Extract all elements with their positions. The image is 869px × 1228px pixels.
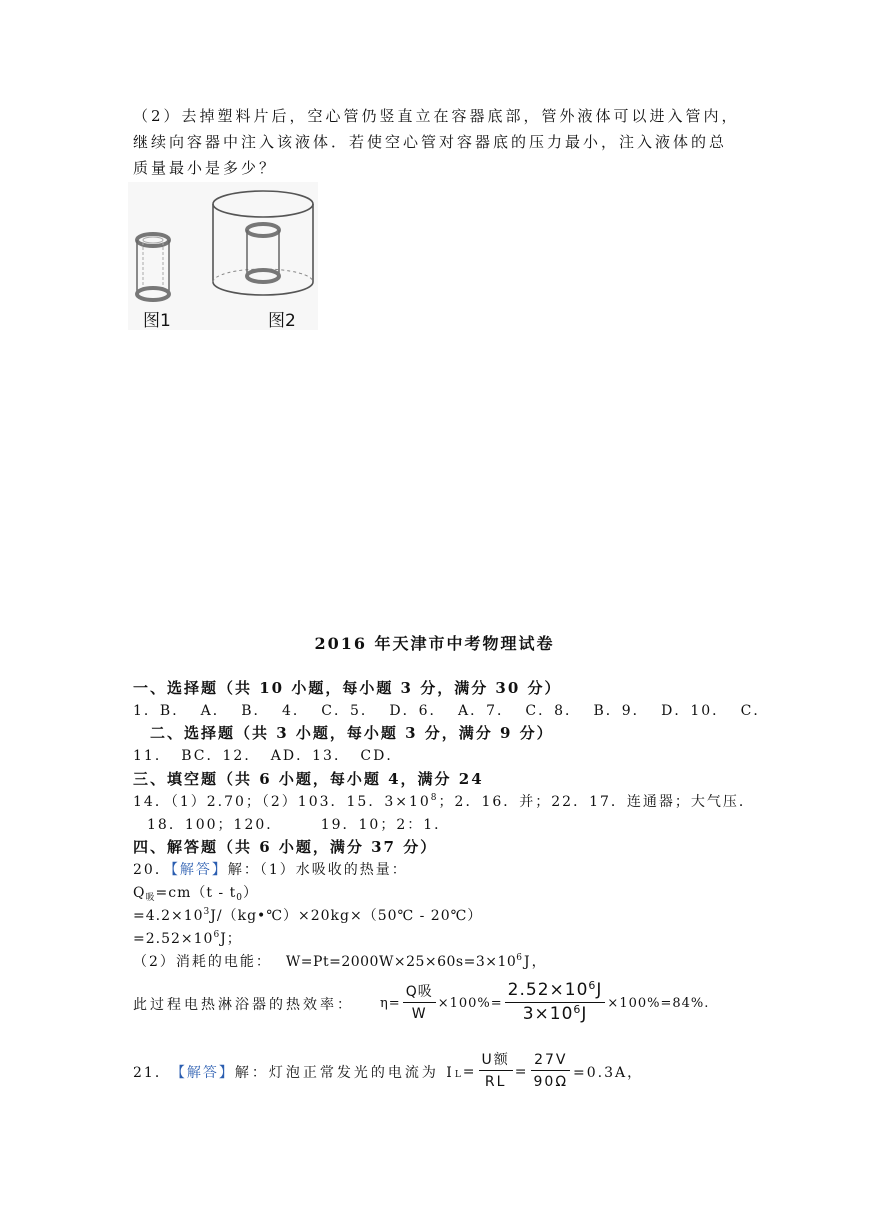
figure-2-container-image: [208, 186, 318, 304]
page-title: 2016 年天津市中考物理试卷: [314, 634, 555, 653]
fraction-u-over-r: [479, 1050, 513, 1093]
answer-20-formula-1: [133, 882, 258, 902]
p2-c: J，: [524, 954, 548, 970]
f2-a: =4.2×10: [133, 908, 204, 924]
section-3-heading: 三、填空题（共 6 小题，每小题 4，满分 24: [133, 770, 484, 788]
a21-frac2-num: 27V: [531, 1050, 570, 1071]
answer-21-eq2: =: [514, 1063, 529, 1080]
f2-exp: 3: [203, 907, 211, 917]
answer-20-formula-3: [133, 928, 242, 948]
frac1-den: W: [411, 1006, 427, 1022]
answer-21-tag: 【解答】: [170, 1064, 235, 1081]
end: ×100%=84%.: [607, 996, 710, 1011]
frac1-num: Q吸: [403, 982, 436, 1003]
s3-ans-exponent: 8: [430, 793, 439, 803]
frac2-den-b: J: [581, 1004, 588, 1024]
frac2-den-a: 3×10: [522, 1004, 574, 1024]
section-2-heading: 二、选择题（共 3 小题，每小题 3 分，满分 9 分）: [150, 724, 554, 742]
f3-b: J；: [220, 931, 242, 947]
figure-1-label: 图1: [143, 311, 171, 331]
question-line-3: 质量最小是多少？: [133, 159, 278, 177]
answer-21-result: =0.3A，: [573, 1064, 644, 1081]
s3-ans-part-b: ；2．16．并；22．17．连通器；大气压．: [438, 794, 755, 810]
f3-a: =2.52×10: [133, 931, 214, 947]
a21-frac-num: U额: [479, 1050, 513, 1071]
frac2-num-b: J: [596, 980, 603, 1000]
answer-21-eq: =: [462, 1063, 477, 1080]
f3-exp: 6: [213, 930, 221, 940]
figure-1-tube-image: [128, 222, 178, 308]
answer-20-formula-2: [133, 905, 482, 925]
f1-rest: =cm（t - t: [155, 885, 237, 901]
p2-exp: 6: [516, 953, 525, 963]
section-3-answers-line-1: [133, 791, 755, 811]
section-2-answers: 11． BC．12． AD．13． CD．: [133, 748, 403, 764]
section-1-heading: 一、选择题（共 10 小题，每小题 3 分，满分 30 分）: [133, 679, 562, 697]
answer-21: [133, 1050, 643, 1093]
f1-sub: 吸: [145, 893, 156, 903]
s3-ans-part-a: 14．（1）2.70；（2）103．15．3×10: [133, 794, 431, 810]
frac2-num-a: 2.52×10: [507, 980, 589, 1000]
fraction-q-over-w: [403, 982, 436, 1025]
f2-b: J/（kg•℃）×20kg×（50℃ - 20℃）: [210, 908, 483, 924]
figure-2-label: 图2: [268, 311, 296, 331]
p2-a: （2）消耗的电能：: [133, 954, 272, 970]
frac2-den: [520, 1003, 591, 1027]
answer-20-number: 20．: [133, 862, 171, 878]
frac2-num: [505, 980, 606, 1003]
answer-20-intro: [133, 859, 408, 879]
answer-20-efficiency: [133, 980, 709, 1027]
p2-b: W=Pt=2000W×25×60s=3×10: [285, 954, 517, 970]
a21-frac-den: RL: [484, 1074, 507, 1090]
answer-21-sub: L: [454, 1069, 463, 1080]
f1-sub0: 0: [236, 893, 243, 903]
answer-21-number: 21．: [133, 1064, 171, 1081]
f1-end: ）: [242, 885, 258, 901]
section-4-heading: 四、解答题（共 6 小题，满分 37 分）: [133, 838, 438, 856]
answer-20-intro-text: 解：（1）水吸收的热量：: [227, 862, 408, 878]
answer-21-text: 解：灯泡正常发光的电流为 I: [234, 1064, 455, 1081]
section-3-answers-line-2: 18．100；120． 19．10；2：1．: [147, 817, 451, 833]
eta: η=: [380, 996, 401, 1011]
eff-text: 此过程电热淋浴器的热效率：: [133, 996, 354, 1013]
fraction-27v-over-90ohm: [531, 1050, 572, 1093]
section-1-answers: 1．B． A． B． 4． C．5． D．6． A．7． C．8． B．9． D．10． C．: [133, 703, 770, 719]
fraction-energy: [505, 980, 606, 1027]
frac2-num-exp: 6: [588, 979, 597, 992]
frac2-den-exp: 6: [573, 1003, 582, 1016]
question-line-2: 继续向容器中注入该液体．若使空心管对容器底的压力最小，注入液体的总: [133, 133, 728, 151]
mid: ×100%=: [437, 996, 503, 1011]
a21-frac2-den: 90Ω: [533, 1074, 569, 1090]
answer-20-tag: 【解答】: [170, 862, 228, 878]
f1-q: Q: [133, 885, 146, 901]
answer-20-part-2: [133, 951, 548, 971]
question-line-1: （2）去掉塑料片后，空心管仍竖直立在容器底部，管外液体可以进入管内，: [133, 107, 740, 125]
